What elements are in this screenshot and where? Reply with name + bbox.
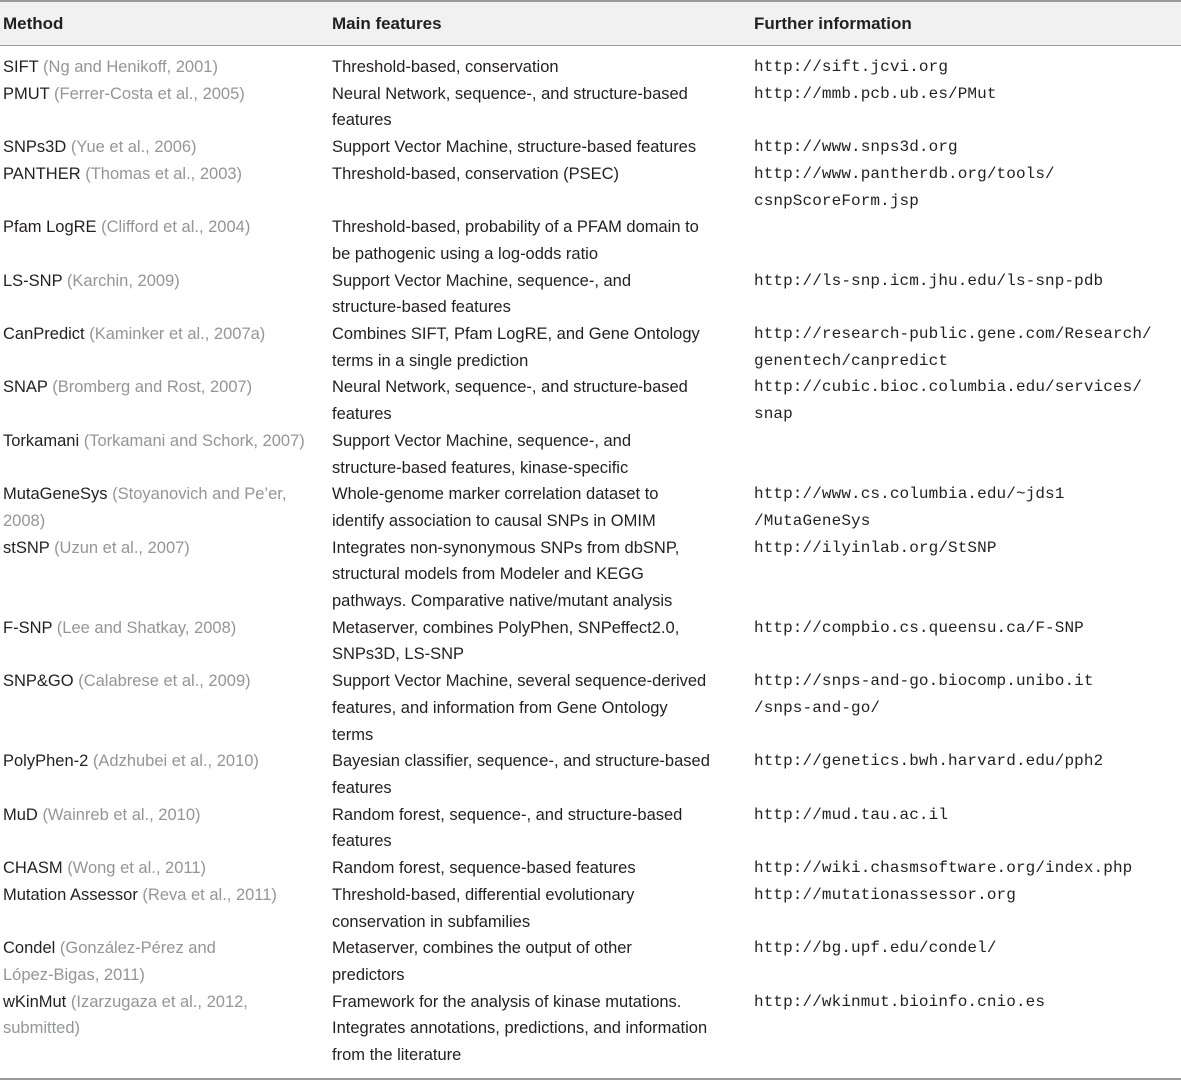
citation: (Calabrese et al., 2009) [78, 672, 251, 691]
features-cell [332, 81, 754, 134]
table-row [0, 855, 1181, 882]
citation: (Bromberg and Rost, 2007) [52, 378, 253, 397]
url-cell [754, 535, 1181, 562]
features-cell [332, 535, 754, 615]
features-cell [332, 134, 754, 161]
table-row [0, 935, 1181, 988]
features-cell [332, 161, 754, 188]
method-cell [0, 802, 332, 829]
features-line: Neural Network, sequence-, and structure-based [332, 84, 688, 103]
method-name: SNAP [3, 378, 48, 397]
features-line: Neural Network, sequence-, and structure-based [332, 378, 688, 397]
method-cell [0, 615, 332, 642]
method-name: SNP&GO [3, 672, 74, 691]
url-link[interactable]: http://mmb.pcb.ub.es/PMut [754, 84, 997, 103]
url-cell [754, 855, 1181, 882]
features-cell [332, 268, 754, 321]
table-row [0, 989, 1181, 1069]
url-cell [754, 374, 1181, 427]
method-cell [0, 855, 332, 882]
table-row [0, 428, 1181, 481]
features-line: Framework for the analysis of kinase mutations. [332, 992, 682, 1011]
citation-continued: 2008) [3, 511, 46, 530]
table-row [0, 481, 1181, 534]
citation: (Torkamani and Schork, 2007) [83, 431, 305, 450]
url-cell [754, 81, 1181, 108]
features-line: Random forest, sequence-based features [332, 859, 636, 878]
method-name: PANTHER [3, 164, 81, 183]
citation: (Yue et al., 2006) [70, 138, 197, 157]
citation-continued: submitted) [3, 1019, 81, 1038]
features-line: Threshold-based, conservation [332, 58, 559, 76]
features-line: features, and information from Gene Ontology [332, 698, 668, 717]
method-cell [0, 81, 332, 108]
table-row [0, 321, 1181, 374]
method-cell [0, 268, 332, 295]
features-cell [332, 855, 754, 882]
method-cell [0, 374, 332, 401]
url-link[interactable]: /MutaGeneSys [754, 511, 871, 530]
url-link[interactable]: http://www.cs.columbia.edu/~jds1 [754, 485, 1065, 504]
citation: (Ferrer-Costa et al., 2005) [54, 84, 245, 103]
features-line: conservation in subfamilies [332, 912, 531, 931]
url-link[interactable]: http://bg.upf.edu/condel/ [754, 939, 997, 958]
features-cell [332, 428, 754, 481]
url-link[interactable]: http://www.snps3d.org [754, 138, 958, 157]
table-bottom-rule [0, 1078, 1181, 1080]
features-line: Random forest, sequence-, and structure-based [332, 805, 683, 824]
features-cell [332, 374, 754, 427]
table-row [0, 374, 1181, 427]
method-name: Torkamani [3, 431, 80, 450]
features-line: features [332, 832, 392, 851]
citation: (González-Pérez and [59, 939, 216, 958]
method-name: CHASM [3, 859, 63, 878]
method-name: stSNP [3, 538, 50, 557]
url-link[interactable]: csnpScoreForm.jsp [754, 191, 919, 210]
features-cell [332, 481, 754, 534]
citation: (Stoyanovich and Pe’er, [112, 485, 287, 504]
features-line: structural models from Modeler and KEGG [332, 565, 644, 584]
method-cell [0, 214, 332, 241]
citation: (Wong et al., 2011) [67, 859, 206, 878]
method-name: SNPs3D [3, 138, 67, 157]
url-cell [754, 134, 1181, 161]
features-line: features [332, 405, 392, 424]
citation: (Adzhubei et al., 2010) [92, 752, 259, 771]
table-row [0, 882, 1181, 935]
header-further-information: Further information [754, 14, 912, 33]
features-cell [332, 802, 754, 855]
method-cell [0, 428, 332, 455]
citation: (Clifford et al., 2004) [101, 218, 251, 237]
method-name: Mutation Assessor [3, 885, 138, 904]
table-row [0, 802, 1181, 855]
features-cell [332, 615, 754, 668]
url-cell [754, 161, 1181, 214]
url-link[interactable]: http://snps-and-go.biocomp.unibo.it [754, 672, 1094, 691]
features-line: Support Vector Machine, sequence-, and [332, 271, 632, 290]
citation: (Izarzugaza et al., 2012, [70, 992, 248, 1011]
url-link[interactable]: http://ilyinlab.org/StSNP [754, 538, 997, 557]
method-cell [0, 321, 332, 348]
method-cell [0, 748, 332, 775]
citation: (Wainreb et al., 2010) [42, 805, 201, 824]
features-line: features [332, 778, 392, 797]
url-cell [754, 989, 1181, 1016]
url-link[interactable]: http://wiki.chasmsoftware.org/index.php [754, 859, 1133, 878]
features-line: Bayesian classifier, sequence-, and structure-based [332, 752, 710, 771]
features-line: pathways. Comparative native/mutant analysis [332, 592, 673, 611]
url-link[interactable]: http://genetics.bwh.harvard.edu/pph2 [754, 752, 1104, 771]
features-line: SNPs3D, LS-SNP [332, 645, 465, 664]
method-cell [0, 161, 332, 188]
header-rule [0, 45, 1181, 46]
method-cell [0, 535, 332, 562]
table-row [0, 134, 1181, 161]
features-cell [332, 989, 754, 1069]
url-link[interactable]: http://compbio.cs.queensu.ca/F-SNP [754, 618, 1084, 637]
features-line: identify association to causal SNPs in OMIM [332, 511, 656, 530]
features-line: Threshold-based, conservation (PSEC) [332, 164, 620, 183]
url-link[interactable]: http://wkinmut.bioinfo.cnio.es [754, 992, 1046, 1011]
features-line: Threshold-based, differential evolutionary [332, 885, 635, 904]
url-cell [754, 615, 1181, 642]
method-name: F-SNP [3, 618, 53, 637]
features-line: terms [332, 725, 374, 744]
features-cell [332, 882, 754, 935]
table-row [0, 214, 1181, 267]
table-row [0, 615, 1181, 668]
features-cell [332, 54, 754, 81]
method-name: PolyPhen-2 [3, 752, 89, 771]
method-name: LS-SNP [3, 271, 63, 290]
table-header [0, 2, 1181, 45]
table-row [0, 54, 1181, 81]
url-link[interactable]: http://sift.jcvi.org [754, 58, 949, 76]
features-line: Combines SIFT, Pfam LogRE, and Gene Ontology [332, 325, 700, 344]
features-cell [332, 935, 754, 988]
table-row [0, 535, 1181, 615]
method-cell [0, 935, 332, 988]
url-link[interactable]: http://research-public.gene.com/Research/ [754, 325, 1152, 344]
citation: (Lee and Shatkay, 2008) [56, 618, 237, 637]
url-cell [754, 802, 1181, 829]
method-cell [0, 668, 332, 695]
url-link[interactable]: /snps-and-go/ [754, 698, 881, 717]
url-cell [754, 481, 1181, 534]
url-link[interactable]: http://www.pantherdb.org/tools/ [754, 164, 1055, 183]
method-name: MuD [3, 805, 38, 824]
features-line: Support Vector Machine, several sequence-derived [332, 672, 707, 691]
url-link[interactable]: http://ls-snp.icm.jhu.edu/ls-snp-pdb [754, 271, 1104, 290]
method-name: SIFT [3, 58, 39, 76]
features-line: be pathogenic using a log-odds ratio [332, 244, 599, 263]
method-name: wKinMut [3, 992, 67, 1011]
method-name: PMUT [3, 84, 50, 103]
method-name: MutaGeneSys [3, 485, 108, 504]
features-line: predictors [332, 965, 405, 984]
citation: (Karchin, 2009) [66, 271, 180, 290]
features-line: terms in a single prediction [332, 351, 529, 370]
table-row [0, 748, 1181, 801]
features-line: Threshold-based, probability of a PFAM domain to [332, 218, 699, 237]
features-line: Integrates non-synonymous SNPs from dbSNP, [332, 538, 680, 557]
url-link[interactable]: snap [754, 405, 793, 424]
table-row [0, 81, 1181, 134]
table-row [0, 668, 1181, 748]
url-cell [754, 268, 1181, 295]
url-cell [754, 748, 1181, 775]
table-row [0, 268, 1181, 321]
method-cell [0, 54, 332, 81]
features-line: features [332, 111, 392, 130]
features-cell [332, 668, 754, 748]
features-line: Whole-genome marker correlation dataset to [332, 485, 659, 504]
header-method: Method [3, 14, 64, 33]
features-line: structure-based features, kinase-specific [332, 458, 629, 477]
url-cell [754, 668, 1181, 721]
features-line: Metaserver, combines the output of other [332, 939, 632, 958]
table-body [0, 54, 1181, 1069]
features-line: Support Vector Machine, structure-based features [332, 138, 697, 157]
method-name: CanPredict [3, 325, 85, 344]
features-line: structure-based features [332, 298, 511, 317]
method-cell [0, 134, 332, 161]
method-name: Condel [3, 939, 56, 958]
features-line: Metaserver, combines PolyPhen, SNPeffect2.0, [332, 618, 680, 637]
url-link[interactable]: http://mud.tau.ac.il [754, 805, 949, 824]
features-line: Integrates annotations, predictions, and information [332, 1019, 708, 1038]
features-cell [332, 321, 754, 374]
method-cell [0, 989, 332, 1042]
url-link[interactable]: genentech/canpredict [754, 351, 949, 370]
table-row [0, 161, 1181, 214]
features-cell [332, 214, 754, 267]
header-main-features: Main features [332, 14, 442, 33]
citation: (Ng and Henikoff, 2001) [43, 58, 218, 76]
url-cell [754, 882, 1181, 909]
url-cell [754, 321, 1181, 374]
url-cell [754, 935, 1181, 962]
features-cell [332, 748, 754, 801]
method-name: Pfam LogRE [3, 218, 97, 237]
method-cell [0, 481, 332, 534]
citation: (Thomas et al., 2003) [85, 164, 243, 183]
citation: (Uzun et al., 2007) [54, 538, 190, 557]
url-link[interactable]: http://cubic.bioc.columbia.edu/services/ [754, 378, 1143, 397]
method-cell [0, 882, 332, 909]
citation-continued: López-Bigas, 2011) [3, 965, 145, 984]
citation: (Reva et al., 2011) [142, 885, 277, 904]
url-cell [754, 54, 1181, 81]
citation: (Kaminker et al., 2007a) [89, 325, 266, 344]
features-line: from the literature [332, 1046, 462, 1065]
features-line: Support Vector Machine, sequence-, and [332, 431, 632, 450]
url-link[interactable]: http://mutationassessor.org [754, 885, 1016, 904]
